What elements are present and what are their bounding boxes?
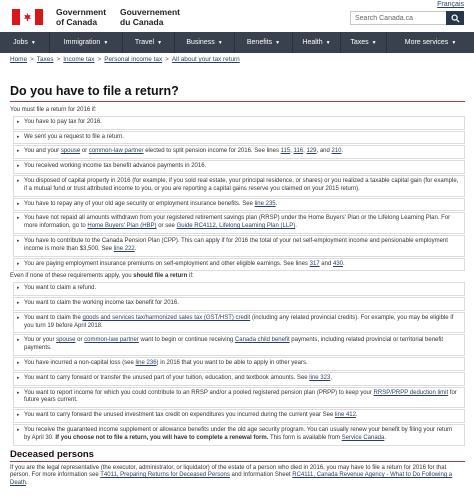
inline-link[interactable]: RC4111, Canada Revenue Agency - What to Do Following a Death bbox=[10, 472, 453, 487]
text-segment: Even if none of these requirements apply, you bbox=[10, 273, 134, 280]
menu-item-label: Immigration bbox=[63, 39, 101, 46]
text-segment: You disposed of capital property in 2016 (for example, if you sold real estate, your principal residence, or shares) or you realized a taxable capital gain (for example, if a mutual fund or trust attributed income to you, or you are reporting a capital gains reserve you claimed on your 2015 return). bbox=[24, 177, 459, 192]
text-segment: and Information Sheet bbox=[229, 472, 293, 479]
chevron-down-icon: ▼ bbox=[325, 39, 331, 46]
list-item bbox=[13, 198, 465, 212]
inline-link[interactable]: T4011, Preparing Returns for Deceased Persons bbox=[100, 472, 230, 479]
text-segment: You received working income tax benefit advance payments in 2016. bbox=[24, 163, 207, 170]
text-segment: or bbox=[75, 337, 85, 344]
inline-link[interactable]: Home Buyers' Plan (HBP) bbox=[87, 223, 157, 230]
text-segment: want to begin or continue receiving bbox=[138, 337, 235, 344]
gov-en-line1: Government bbox=[56, 7, 107, 17]
list-item bbox=[13, 131, 465, 145]
search-icon bbox=[451, 14, 460, 23]
inline-link[interactable]: line 222 bbox=[113, 245, 135, 252]
text-segment: You want to carry forward the unused investment tax credit on expenditures you incurred during the current year See bbox=[24, 412, 335, 419]
menu-item-label: Taxes bbox=[350, 39, 369, 46]
breadcrumb-all-about-tax-return[interactable]: All about your tax return bbox=[171, 56, 240, 63]
text-segment: You have incurred a non-capital loss (see bbox=[24, 359, 136, 366]
chevron-down-icon: ▼ bbox=[451, 39, 457, 46]
breadcrumb bbox=[10, 56, 240, 63]
menu-item-jobs[interactable] bbox=[0, 32, 50, 53]
text-segment: You want to carry forward or transfer the unused part of your tuition, education, and textbook amounts. See bbox=[24, 374, 310, 381]
inline-link[interactable]: spouse bbox=[56, 337, 76, 344]
chevron-down-icon: ▼ bbox=[30, 39, 36, 46]
gov-fr-line2: du Canada bbox=[120, 17, 164, 27]
must-file-intro: You must file a return for 2016 if: bbox=[10, 107, 97, 113]
chevron-right-icon: > bbox=[30, 56, 34, 63]
inline-link[interactable]: 129 bbox=[306, 148, 317, 155]
gov-fr-line1: Gouvernement bbox=[120, 7, 180, 17]
text-segment: if: bbox=[187, 273, 194, 280]
text-segment: You want to claim the working income tax benefit for 2016. bbox=[24, 299, 179, 306]
search-bar bbox=[350, 11, 464, 25]
text-segment: for future years current. bbox=[24, 389, 457, 404]
text-segment: , and bbox=[316, 148, 332, 155]
menu-item-more-services[interactable] bbox=[387, 32, 474, 53]
text-segment: . bbox=[343, 260, 345, 267]
chevron-right-icon: > bbox=[165, 56, 169, 63]
breadcrumb-taxes[interactable]: Taxes bbox=[36, 56, 54, 63]
menu-item-label: Travel bbox=[134, 39, 155, 46]
menu-item-label: Health bbox=[302, 39, 323, 46]
text-segment: or bbox=[80, 148, 89, 155]
inline-link[interactable]: common-law partner bbox=[84, 337, 139, 344]
should-file-list bbox=[13, 282, 465, 445]
list-item bbox=[13, 282, 465, 296]
menu-item-immigration[interactable] bbox=[50, 32, 123, 53]
should-file-intro bbox=[10, 273, 465, 281]
inline-link[interactable]: line 412 bbox=[334, 412, 356, 419]
page-title: Do you have to file a return? bbox=[10, 84, 179, 98]
menu-item-benefits[interactable] bbox=[235, 32, 293, 53]
inline-link[interactable]: 210 bbox=[331, 148, 342, 155]
inline-link[interactable]: 430 bbox=[332, 260, 343, 267]
text-segment: We sent you a request to file a return. bbox=[24, 133, 124, 140]
emphasis-text: should file a return bbox=[133, 273, 188, 280]
text-segment: . bbox=[330, 374, 332, 381]
text-segment: . bbox=[275, 200, 278, 207]
emphasis-text: If you choose not to file a return, you will have to complete a renewal form. bbox=[55, 434, 269, 441]
list-item bbox=[13, 387, 465, 409]
list-item bbox=[13, 212, 465, 234]
list-item bbox=[13, 334, 465, 356]
text-segment: and bbox=[319, 260, 333, 267]
text-segment: You want to claim a refund. bbox=[24, 285, 97, 292]
text-segment: You have to contribute to the Canada Pension Plan (CPP). This can apply if for 2016 the total of your net self-employment income and pensionable employment income is more than $3,500. See bbox=[24, 237, 448, 252]
language-toggle-link[interactable]: Français bbox=[437, 1, 464, 8]
list-item bbox=[13, 235, 465, 257]
government-signature-fr[interactable] bbox=[120, 7, 180, 27]
main-content bbox=[10, 107, 465, 488]
inline-link[interactable]: spouse bbox=[60, 148, 81, 155]
menu-item-taxes[interactable] bbox=[341, 32, 387, 53]
text-segment: . bbox=[26, 480, 28, 487]
inline-link[interactable]: line 323 bbox=[309, 374, 331, 381]
text-segment: You want to report income for which you could contribute to an RRSP and/or a pooled registered pension plan (PRPP) to keep your bbox=[24, 389, 374, 396]
text-segment: or see bbox=[156, 223, 177, 230]
menu-item-label: Jobs bbox=[13, 39, 28, 46]
list-item bbox=[13, 160, 465, 174]
inline-link[interactable]: line 235 bbox=[254, 200, 276, 207]
text-segment: . bbox=[295, 223, 297, 230]
text-segment: If you are the legal representative (the executor, administrator, or liquidator) of the estate of a person who died in 2016, you may have to file a return for 2016 for that person. For more information see bbox=[10, 464, 447, 479]
text-segment: . bbox=[355, 412, 358, 419]
menu-item-health[interactable] bbox=[293, 32, 341, 53]
text-segment: You have not repaid all amounts withdrawn from your registered retirement savings plan (RRSP) under the Home Buyers' Plan or the Lifelong Learning Plan. For more information, go to bbox=[24, 215, 451, 230]
list-item bbox=[13, 145, 465, 159]
text-segment: (including any related provincial credits). For example, you may be eligible if you turn 19 before April 2018. bbox=[24, 314, 454, 329]
must-file-list bbox=[13, 116, 465, 272]
text-segment: payments, including related provincial or territorial benefit payments. bbox=[24, 337, 444, 352]
chevron-right-icon: > bbox=[56, 56, 61, 63]
inline-link[interactable]: RRSP/PRPP deduction limit bbox=[373, 389, 449, 396]
site-header bbox=[0, 0, 474, 32]
list-item bbox=[13, 357, 465, 371]
chevron-down-icon: ▼ bbox=[103, 39, 109, 46]
menu-item-label: Benefits bbox=[246, 39, 273, 46]
inline-link[interactable]: common-law partner bbox=[88, 148, 144, 155]
inline-link[interactable]: 317 bbox=[309, 260, 320, 267]
deceased-persons-heading: Deceased persons bbox=[10, 448, 94, 460]
title-divider bbox=[10, 101, 465, 102]
government-signature-en[interactable] bbox=[56, 7, 106, 27]
inline-link[interactable]: Service Canada bbox=[341, 434, 385, 441]
text-segment: , bbox=[303, 148, 307, 155]
canada-flag-icon bbox=[12, 9, 43, 25]
gov-en-line2: of Canada bbox=[56, 17, 98, 27]
text-segment: You have to pay tax for 2016. bbox=[24, 118, 102, 125]
inline-link[interactable]: line 236 bbox=[135, 359, 157, 366]
list-item bbox=[13, 312, 465, 334]
menu-item-travel[interactable] bbox=[123, 32, 175, 53]
search-button[interactable] bbox=[446, 11, 464, 25]
text-segment: . bbox=[384, 434, 387, 441]
inline-link[interactable]: Canada child benefit bbox=[234, 337, 290, 344]
menu-item-label: More services bbox=[404, 39, 449, 46]
inline-link[interactable]: 115 bbox=[280, 148, 291, 155]
search-input[interactable] bbox=[350, 11, 446, 25]
chevron-down-icon: ▼ bbox=[217, 39, 223, 46]
chevron-down-icon: ▼ bbox=[275, 39, 281, 46]
text-segment: You or your bbox=[24, 337, 57, 344]
text-segment: You are paying employment insurance premiums on self-employment and other eligible earnings. See lines bbox=[24, 260, 310, 267]
text-segment: elected to split pension income for 2016. See lines bbox=[143, 148, 281, 155]
list-item bbox=[13, 372, 465, 386]
breadcrumb-personal-income-tax[interactable]: Personal income tax bbox=[104, 56, 163, 63]
list-item bbox=[13, 424, 465, 446]
chevron-down-icon: ▼ bbox=[371, 39, 377, 46]
list-item bbox=[13, 258, 465, 272]
chevron-right-icon: > bbox=[97, 56, 102, 63]
text-segment: You receive the guaranteed income supplement or allowance benefits under the old age security program. You can usually renew your benefit by filing your return by April 30. bbox=[24, 426, 453, 441]
chevron-down-icon: ▼ bbox=[157, 39, 163, 46]
text-segment: . bbox=[134, 245, 137, 252]
breadcrumb-income-tax[interactable]: Income tax bbox=[63, 56, 95, 63]
menu-item-label: Business bbox=[186, 39, 215, 46]
text-segment: , bbox=[290, 148, 294, 155]
list-item bbox=[13, 116, 465, 130]
text-segment: You want to claim the bbox=[24, 314, 83, 321]
text-segment: This form is available from bbox=[268, 434, 342, 441]
main-menu bbox=[0, 32, 474, 53]
text-segment: ) in 2016 that you want to be able to apply in other years. bbox=[156, 359, 308, 366]
list-item bbox=[13, 175, 465, 197]
menu-item-business[interactable] bbox=[175, 32, 235, 53]
text-segment: You and your bbox=[24, 148, 61, 155]
deceased-persons-paragraph bbox=[10, 465, 465, 488]
section-divider bbox=[10, 461, 465, 462]
list-item bbox=[13, 409, 465, 423]
text-segment: . bbox=[341, 148, 344, 155]
text-segment: You have to repay any of your old age security or employment insurance benefits. See bbox=[24, 200, 255, 207]
inline-link[interactable]: goods and services tax/harmonized sales tax (GST/HST) credit bbox=[82, 314, 251, 321]
inline-link[interactable]: Guide RC4112, Lifelong Learning Plan (LLP) bbox=[176, 223, 296, 230]
list-item bbox=[13, 297, 465, 311]
inline-link[interactable]: 116 bbox=[293, 148, 304, 155]
breadcrumb-home[interactable]: Home bbox=[10, 56, 28, 63]
